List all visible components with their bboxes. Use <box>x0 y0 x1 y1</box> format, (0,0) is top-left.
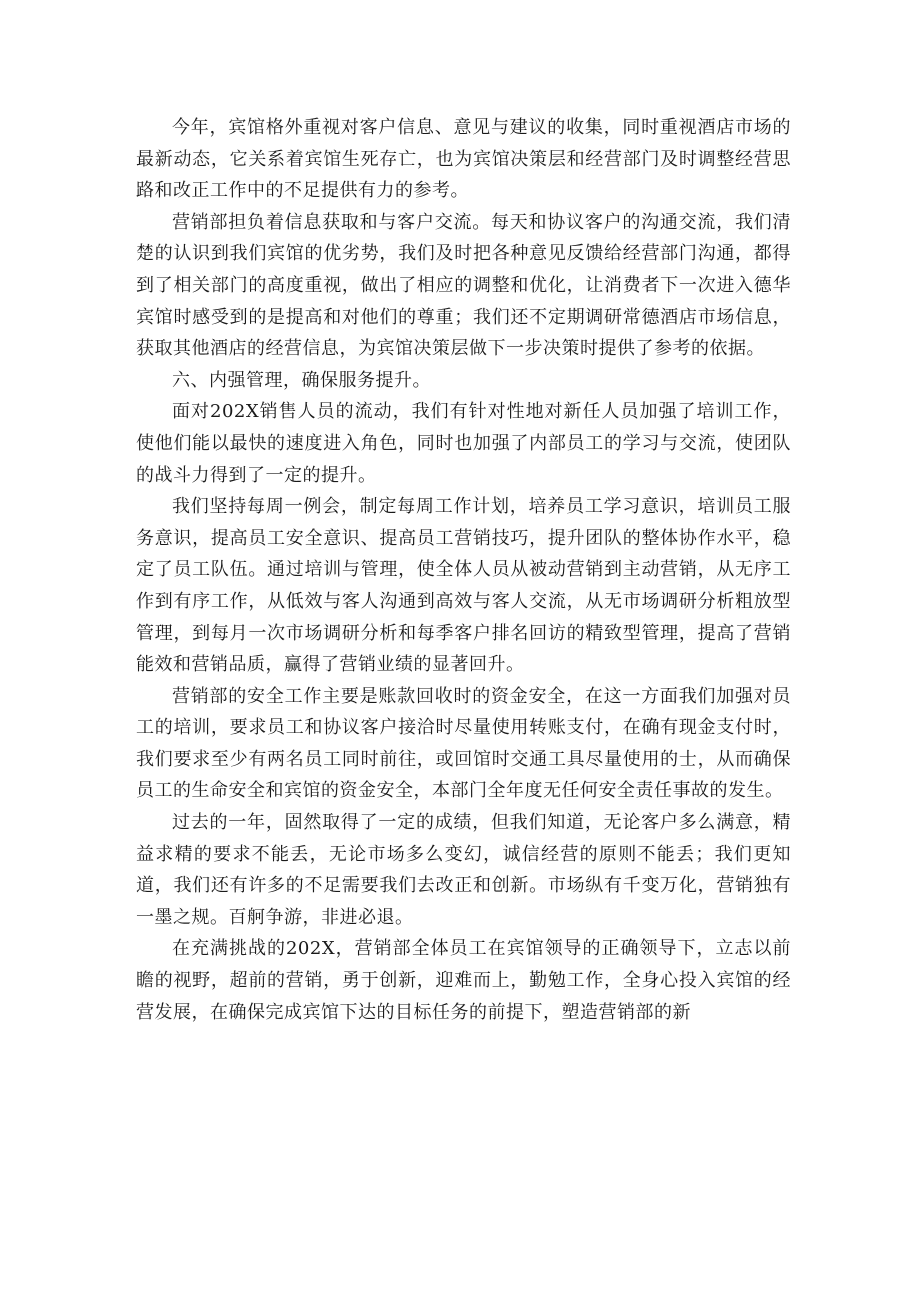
paragraph: 在充满挑战的202X，营销部全体员工在宾馆领导的正确领导下，立志以前瞻的视野，超前的营销，勇于创新，迎难而上，勤勉工作，全身心投入宾馆的经营发展，在确保完成宾馆下达的目标任务的前提下，塑造营销部的新 <box>136 938 791 1023</box>
paragraph: 今年，宾馆格外重视对客户信息、意见与建议的收集，同时重视酒店市场的最新动态，它关系着宾馆生死存亡，也为宾馆决策层和经营部门及时调整经营思路和改正工作中的不足提供有力的参考。 <box>136 117 791 202</box>
paragraph: 我们坚持每周一例会，制定每周工作计划，培养员工学习意识，培训员工服务意识，提高员工安全意识、提高员工营销技巧，提升团队的整体协作水平，稳定了员工队伍。通过培训与管理，使全体人员从被动营销到主动营销，从无序工作到有序工作，从低效与客人沟通到高效与客人交流，从无市场调研分析粗放型管理，到每月一次市场调研分析和每季客户排名回访的精致型管理，提高了营销能效和营销品质，赢得了营销业绩的显著回升。 <box>136 496 791 676</box>
paragraph: 营销部担负着信息获取和与客户交流。每天和协议客户的沟通交流，我们清楚的认识到我们宾馆的优劣势，我们及时把各种意见反馈给经营部门沟通，都得到了相关部门的高度重视，做出了相应的调整和优化，让消费者下一次进入德华宾馆时感受到的是提高和对他们的尊重；我们还不定期调研常德酒店市场信息，获取其他酒店的经营信息，为宾馆决策层做下一步决策时提供了参考的依据。 <box>136 211 791 360</box>
paragraph: 面对202X销售人员的流动，我们有针对性地对新任人员加强了培训工作，使他们能以最快的速度进入角色，同时也加强了内部员工的学习与交流，使团队的战斗力得到了一定的提升。 <box>136 401 791 486</box>
paragraph: 营销部的安全工作主要是账款回收时的资金安全，在这一方面我们加强对员工的培训，要求员工和协议客户接洽时尽量使用转账支付，在确有现金支付时，我们要求至少有两名员工同时前往，或回馆时交通工具尽量使用的士，从而确保员工的生命安全和宾馆的资金安全，本部门全年度无任何安全责任事故的发生。 <box>136 685 791 802</box>
section-heading: 六、内强管理，确保服务提升。 <box>172 369 431 391</box>
paragraph: 过去的一年，固然取得了一定的成绩，但我们知道，无论客户多么满意，精益求精的要求不能丢，无论市场多么变幻，诚信经营的原则不能丢；我们更知道，我们还有许多的不足需要我们去改正和创新。市场纵有千变万化，营销独有一墨之规。百舸争游，非进必退。 <box>136 812 791 928</box>
document-body <box>136 112 791 1028</box>
